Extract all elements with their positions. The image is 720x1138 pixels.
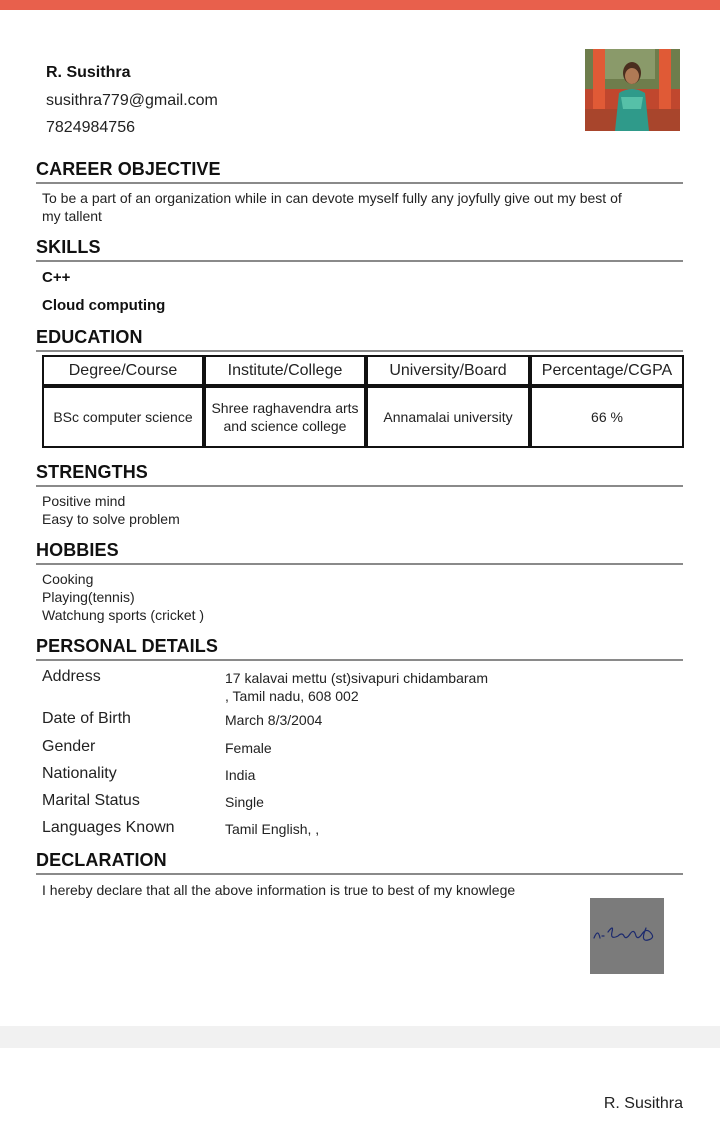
education-university-cell: Annamalai university <box>366 386 530 448</box>
address-value-line1: 17 kalavai mettu (st)sivapuri chidambaram <box>225 670 488 686</box>
education-heading: EDUCATION <box>36 327 143 347</box>
personal-details-heading: PERSONAL DETAILS <box>36 636 218 656</box>
education-table-header-row <box>42 355 684 386</box>
nationality-value: India <box>225 767 256 783</box>
address-value-line2: , Tamil nadu, 608 002 <box>225 688 359 704</box>
languages-label: Languages Known <box>42 819 175 836</box>
career-objective-divider <box>36 182 683 184</box>
education-percentage-cell: 66 % <box>530 386 684 448</box>
hobby-item: Playing(tennis) <box>42 589 135 605</box>
hobbies-heading: HOBBIES <box>36 540 119 560</box>
signature-icon <box>590 898 664 974</box>
education-header-degree: Degree/Course <box>42 355 204 386</box>
skill-item: C++ <box>42 269 71 286</box>
education-table-row <box>42 386 684 448</box>
hobby-item: Watchung sports (cricket ) <box>42 607 205 623</box>
education-header-university: University/Board <box>366 355 530 386</box>
education-header-institute: Institute/College <box>204 355 366 386</box>
languages-value: Tamil English, , <box>225 821 320 837</box>
strength-item: Positive mind <box>42 493 126 509</box>
footer-name: R. Susithra <box>603 1095 683 1112</box>
candidate-name: R. Susithra <box>46 64 131 81</box>
gender-label: Gender <box>42 738 96 755</box>
signature-image <box>590 898 664 974</box>
dob-label: Date of Birth <box>42 710 131 727</box>
skills-heading: SKILLS <box>36 237 101 257</box>
marital-status-label: Marital Status <box>42 792 140 809</box>
hobbies-divider <box>36 563 683 565</box>
marital-status-value: Single <box>225 794 264 810</box>
strengths-divider <box>36 485 683 487</box>
address-label: Address <box>42 668 101 685</box>
declaration-divider <box>36 873 683 875</box>
education-table <box>42 355 684 448</box>
top-accent-bar <box>0 0 720 10</box>
nationality-label: Nationality <box>42 765 117 782</box>
education-divider <box>36 350 683 352</box>
career-objective-heading: CAREER OBJECTIVE <box>36 159 221 179</box>
strengths-heading: STRENGTHS <box>36 462 148 482</box>
hobby-item: Cooking <box>42 571 94 587</box>
career-objective-text-line1: To be a part of an organization while in can devote myself fully any joyfully give out my best of <box>42 190 622 206</box>
email-address: susithra779@gmail.com <box>46 92 218 109</box>
skills-divider <box>36 260 683 262</box>
skill-item: Cloud computing <box>42 297 166 314</box>
page-break-band <box>0 1026 720 1048</box>
career-objective-text-line2: my tallent <box>42 208 102 224</box>
dob-value: March 8/3/2004 <box>225 712 323 728</box>
declaration-heading: DECLARATION <box>36 850 167 870</box>
personal-details-divider <box>36 659 683 661</box>
strength-item: Easy to solve problem <box>42 511 180 527</box>
education-header-percentage: Percentage/CGPA <box>530 355 684 386</box>
gender-value: Female <box>225 740 272 756</box>
profile-photo <box>585 49 680 131</box>
profile-photo-image <box>585 49 680 131</box>
education-degree-cell: BSc computer science <box>42 386 204 448</box>
education-institute-cell: Shree raghavendra arts and science college <box>204 386 366 448</box>
declaration-text: I hereby declare that all the above information is true to best of my knowlege <box>42 882 516 898</box>
phone-number: 7824984756 <box>46 119 135 136</box>
